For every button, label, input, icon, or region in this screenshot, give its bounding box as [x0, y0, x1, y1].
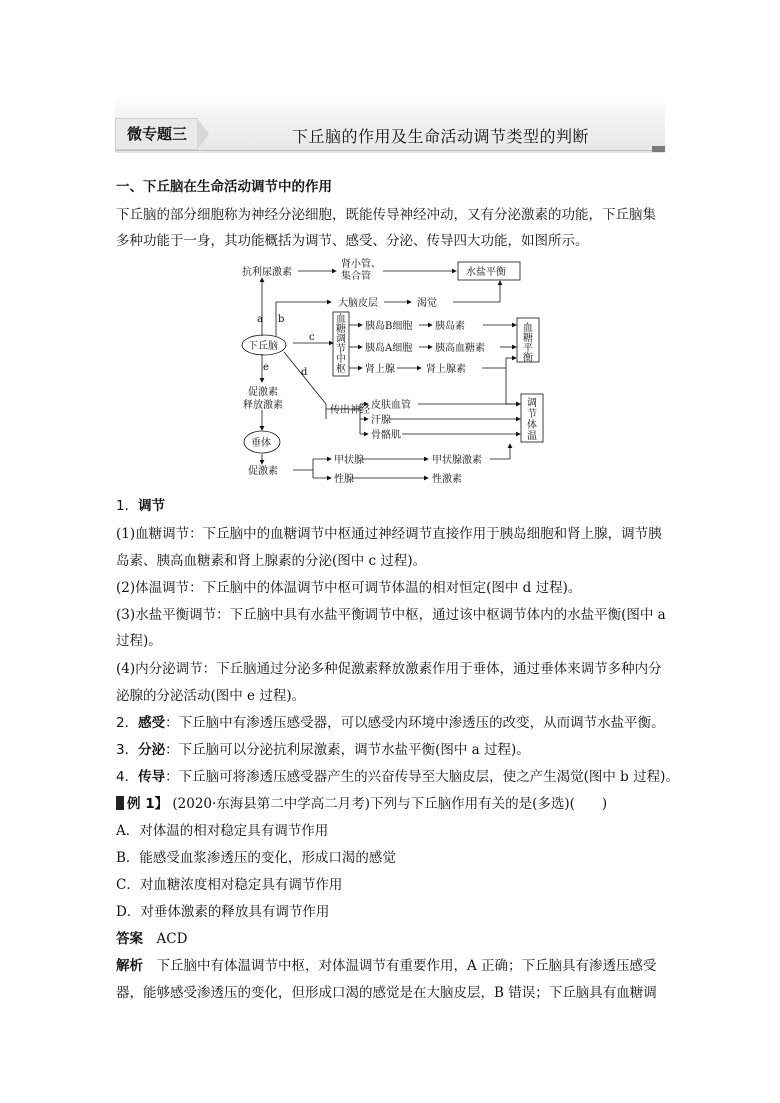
node-adrenaline: 肾上腺素: [426, 364, 466, 375]
node-glucose-3: 平: [523, 343, 533, 354]
node-sex-hormone: 性激素: [432, 474, 462, 484]
example-marker: [116, 796, 124, 810]
node-center-5: 中: [336, 354, 346, 365]
node-thyroxine: 甲状腺激素: [432, 455, 482, 466]
point-4: 4．传导：下丘脑可将渗透压感受器产生的兴奋传导至大脑皮层，使之产生渴觉(图中 b 过程)。: [116, 769, 679, 785]
point-1-2: (2)体温调节：下丘脑中的体温调节中枢可调节体温的相对恒定(图中 d 过程)。: [116, 580, 582, 596]
node-releasing-1: 促激素: [248, 387, 278, 398]
node-sweat: 汗腺: [371, 415, 391, 426]
point-1-4-line-2: 泌腺的分泌活动(图中 e 过程)。: [116, 688, 306, 704]
node-temp-2: 节: [527, 409, 537, 420]
label-a: a: [257, 314, 263, 325]
node-insulin: 胰岛素: [435, 321, 465, 332]
node-water-salt: 水盐平衡: [466, 267, 506, 278]
node-thyroid: 甲状腺: [334, 455, 364, 466]
node-glucose-2: 糖: [523, 333, 533, 344]
node-temp-3: 体: [527, 420, 537, 431]
analysis-label: 解析: [116, 958, 143, 974]
node-glucagon: 胰高血糖素: [435, 343, 485, 354]
point-1-3-line-2: 过程)。: [116, 633, 162, 649]
node-center-4: 节: [336, 344, 346, 355]
banner-tag: 微专题三: [115, 118, 198, 150]
option-d: D．对垂体激素的释放具有调节作用: [116, 904, 330, 920]
node-kidney-2: 集合管: [341, 271, 371, 282]
point-1-1-line-1: (1)血糖调节：下丘脑中的血糖调节中枢通过神经调节直接作用于胰岛细胞和肾上腺，调节胰: [116, 526, 662, 542]
answer-value: ACD: [156, 931, 188, 947]
node-adh: 抗利尿激素: [242, 267, 292, 278]
point-1-1-line-2: 岛素、胰高血糖素和肾上腺素的分泌(图中 c 过程)。: [116, 553, 427, 569]
answer-line: [116, 930, 187, 948]
point-1-3-line-1: (3)水盐平衡调节：下丘脑中具有水盐平衡调节中枢，通过该中枢调节体内的水盐平衡(图中 a: [116, 607, 666, 623]
point-1-4-line-1: (4)内分泌调节：下丘脑通过分泌多种促激素释放激素作用于垂体，通过垂体来调节多种内分: [116, 661, 662, 677]
node-cortex: 大脑皮层: [338, 298, 378, 309]
node-releasing-2: 释放激素: [243, 400, 283, 411]
answer-label: 答案: [116, 931, 143, 947]
banner-mark: [652, 146, 665, 152]
node-center-1: 血: [336, 314, 346, 325]
point-1-heading: 1．调节: [116, 498, 166, 514]
node-center-6: 枢: [336, 364, 346, 375]
node-temp-1: 调: [527, 398, 537, 409]
node-thirst: 渴觉: [417, 298, 437, 309]
node-center-2: 糖: [336, 324, 346, 335]
node-pituitary: 垂体: [251, 438, 271, 449]
label-e: e: [263, 362, 269, 373]
analysis-line-1: 解析 下丘脑中有体温调节中枢，对体温调节有重要作用，A 正确；下丘脑具有渗透压感受: [116, 958, 657, 974]
node-hypothalamus: 下丘脑: [248, 341, 278, 352]
hypothalamus-function-diagram: [238, 254, 558, 484]
node-skin: 皮肤血管: [371, 400, 411, 411]
option-a: A．对体温的相对稳定具有调节作用: [116, 823, 329, 839]
node-glucose-4: 衡: [523, 353, 533, 364]
example-question: (2020·东海县第二中学高二月考)下列与下丘脑作用有关的是(多选)( ): [172, 796, 608, 812]
node-temp-4: 温: [527, 431, 537, 442]
intro-line-1: 下丘脑的部分细胞称为神经分泌细胞，既能传导神经冲动，又有分泌激素的功能，下丘脑集: [116, 207, 656, 223]
node-efferent: 传出神经: [330, 405, 370, 416]
node-alpha: 胰岛A细胞: [365, 343, 413, 354]
intro-line-2: 多种功能于一身，其功能概括为调节、感受、分泌、传导四大功能，如图所示。: [116, 233, 589, 249]
option-c: C．对血糖浓度相对稳定具有调节作用: [116, 877, 343, 893]
section-heading: 一、下丘脑在生命活动调节中的作用: [116, 179, 332, 195]
point-3: 3．分泌：下丘脑可以分泌抗利尿激素，调节水盐平衡(图中 a 过程)。: [116, 742, 530, 758]
node-gonad: 性腺: [334, 474, 354, 484]
node-glucose-1: 血: [523, 323, 533, 334]
node-center-3: 调: [336, 334, 346, 345]
label-b: b: [278, 314, 285, 325]
node-adrenal: 肾上腺: [365, 364, 395, 375]
label-c: c: [309, 332, 315, 343]
example-stem: [116, 795, 607, 813]
label-d: d: [301, 367, 308, 378]
banner-rule: [115, 150, 665, 151]
banner-tag-arrow: [197, 118, 209, 150]
option-b: B．能感受血浆渗透压的变化，形成口渴的感觉: [116, 850, 396, 866]
example-label: 例 1】: [127, 796, 169, 812]
analysis-line-2: 器，能够感受渗透压的变化，但形成口渴的感觉是在大脑皮层，B 错误；下丘脑具有血糖调: [116, 985, 657, 1001]
node-kidney-1: 肾小管、: [341, 259, 381, 270]
point-2: 2．感受：下丘脑中有渗透压感受器，可以感受内环境中渗透压的改变，从而调节水盐平衡。: [116, 715, 665, 731]
banner-title: 下丘脑的作用及生命活动调节类型的判断: [292, 127, 590, 146]
node-beta: 胰岛B细胞: [365, 321, 413, 332]
node-muscle: 骨骼肌: [371, 430, 401, 441]
node-tropic: 促激素: [248, 466, 278, 477]
